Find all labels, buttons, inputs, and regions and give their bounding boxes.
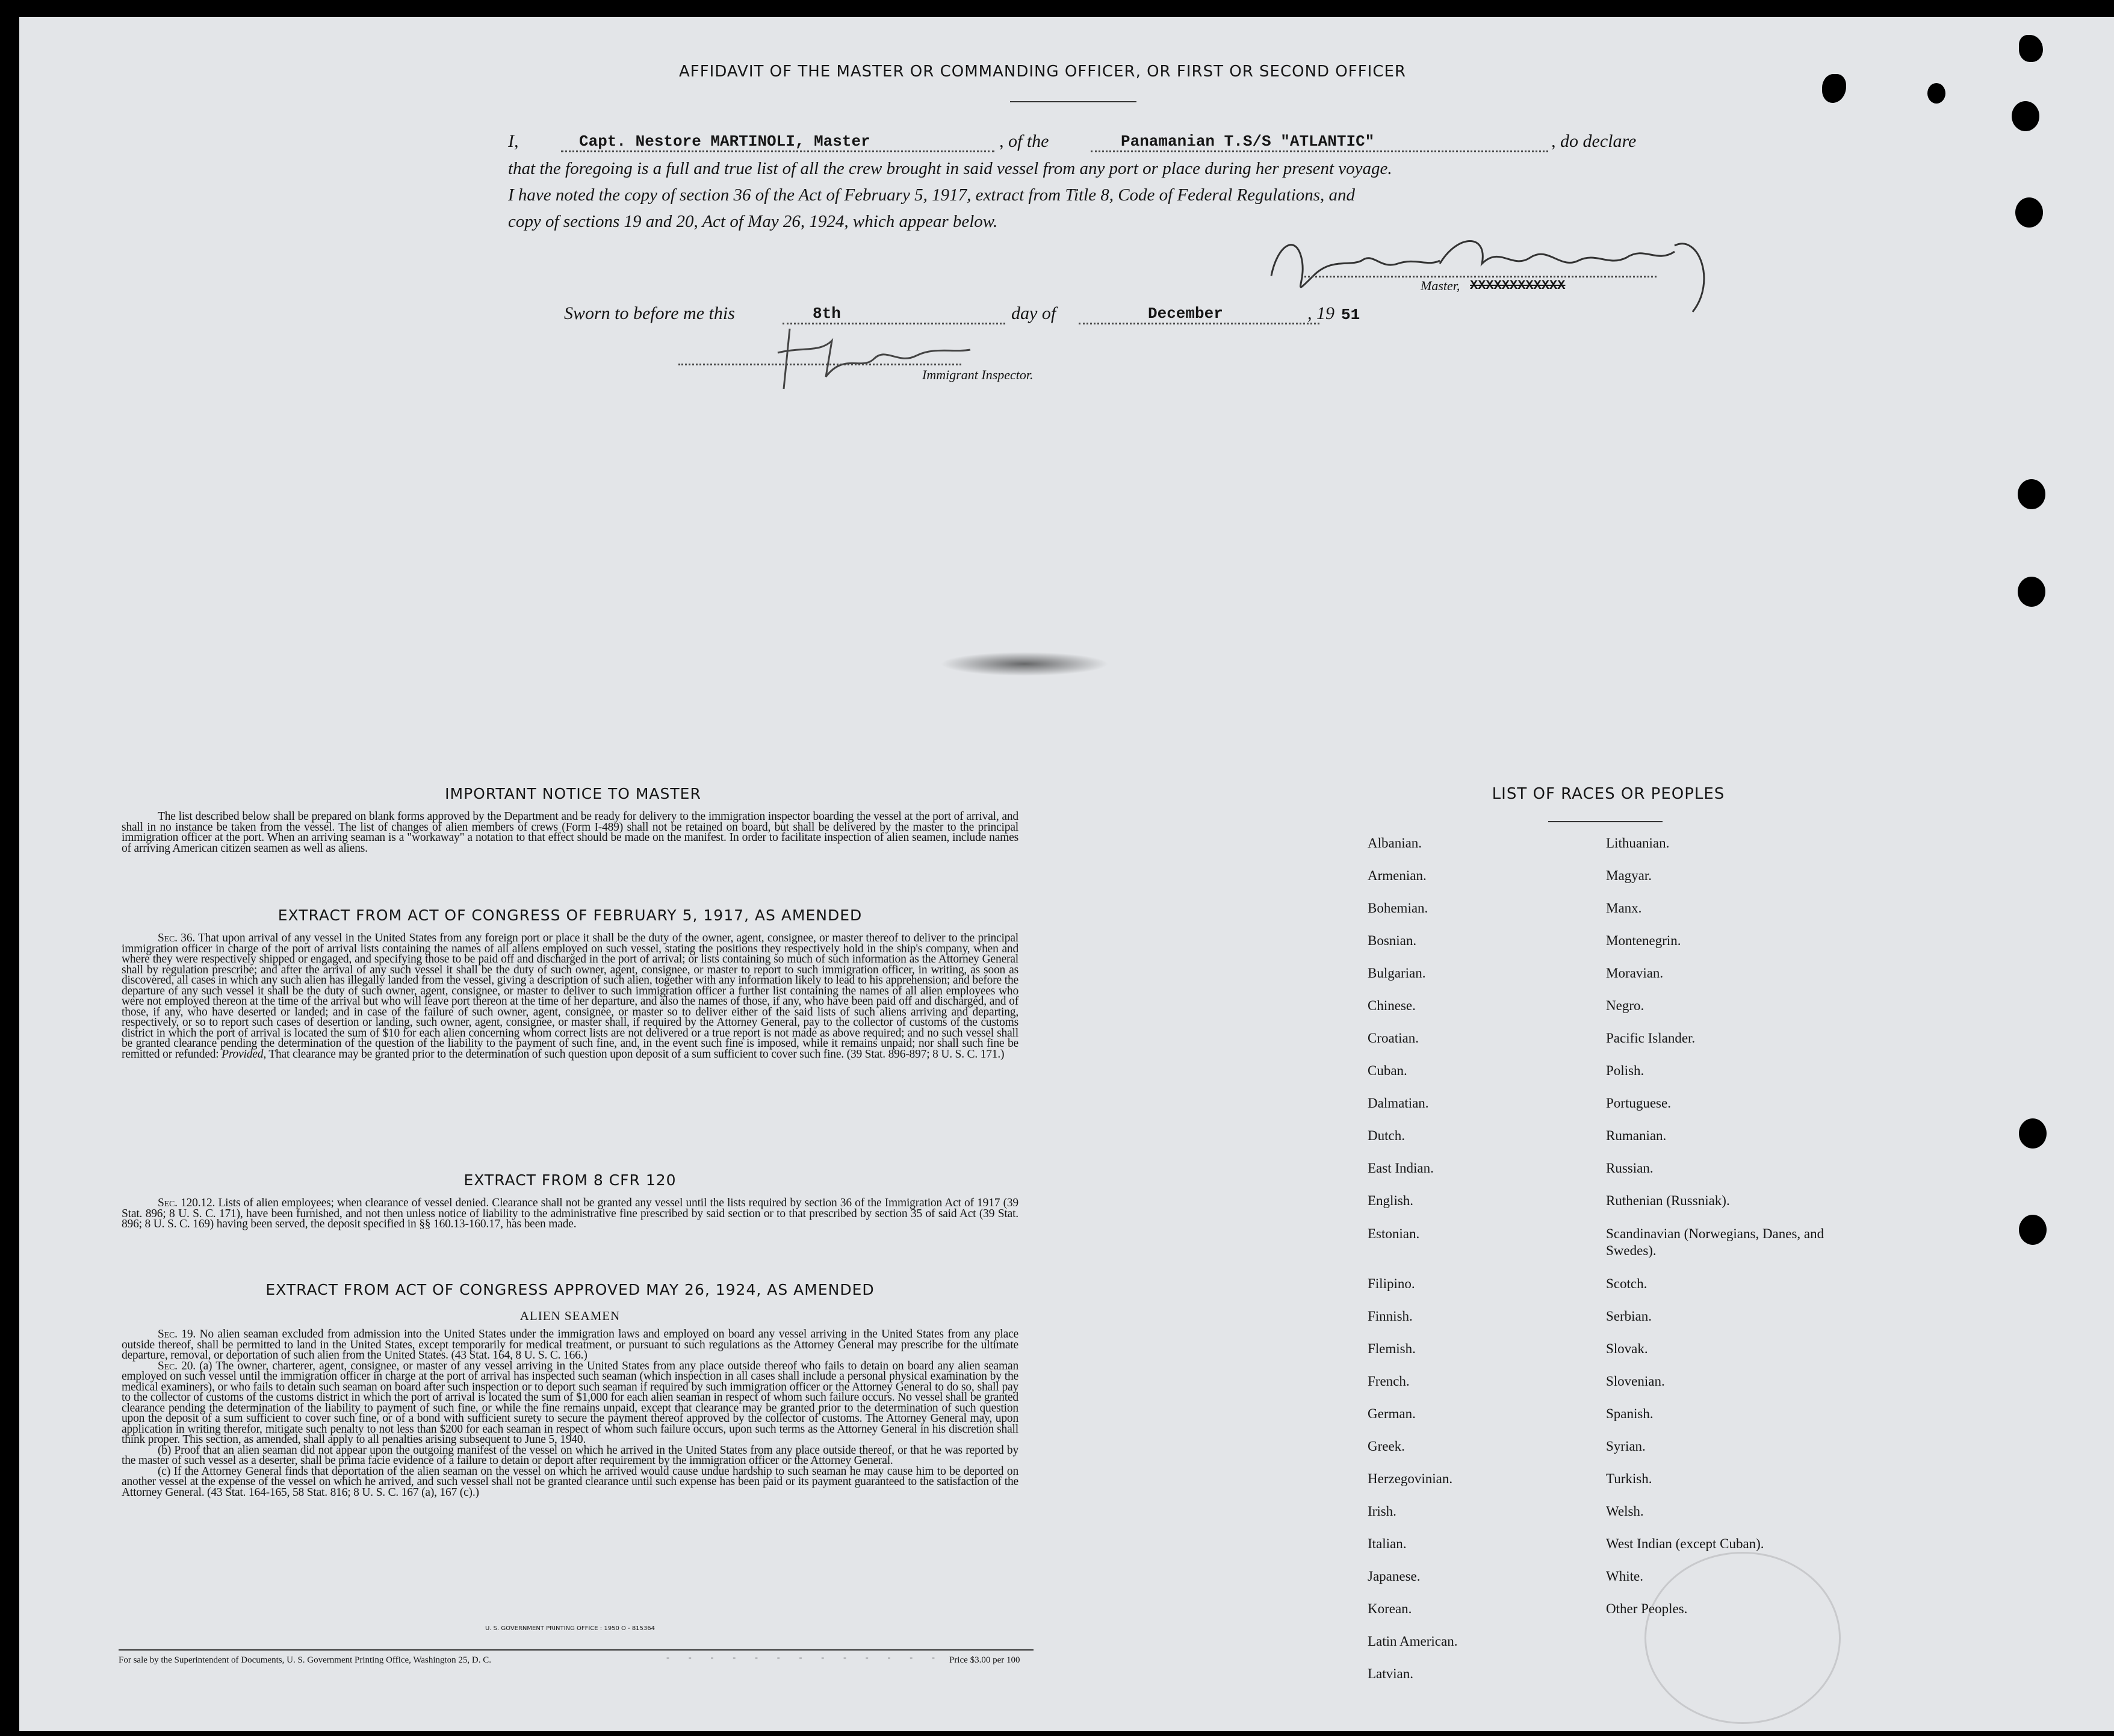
race-item: Dutch.	[1368, 1128, 1405, 1143]
race-item: Welsh.	[1606, 1504, 1644, 1519]
provided-word: Provided,	[222, 1047, 267, 1061]
race-item: Estonian.	[1368, 1226, 1420, 1241]
race-item: English.	[1368, 1193, 1414, 1208]
affidavit-title: AFFIDAVIT OF THE MASTER OR COMMANDING OFFICER, OR FIRST OR SECOND OFFICER	[678, 63, 1406, 81]
race-item: Scotch.	[1606, 1276, 1647, 1291]
name-field-line	[561, 150, 994, 152]
sworn-month-value: December	[1148, 305, 1223, 323]
race-item: Scandinavian (Norwegians, Danes, and Swedes).	[1606, 1226, 1824, 1258]
master-caption: Master,	[1421, 278, 1460, 293]
race-item: Japanese.	[1368, 1569, 1421, 1584]
sworn-day-value: 8th	[813, 305, 841, 323]
race-item: Manx.	[1606, 901, 1642, 916]
month-field-line	[1079, 323, 1319, 324]
extract-1924-text	[122, 1329, 1018, 1498]
race-item: Polish.	[1606, 1063, 1644, 1078]
gpo-imprint: U. S. GOVERNMENT PRINTING OFFICE : 1950 O - 815364	[485, 1625, 655, 1632]
punch-hole	[2012, 101, 2039, 131]
race-item: Rumanian.	[1606, 1128, 1667, 1143]
section-19-body: No alien seaman excluded from admission into the United States under the immigration laws and employed on board any vessel arriving in the United States from any place outside thereof, shall be permitted to land in the United States, except temporarily for medical treatment, or pursuant to such regulations as the Attorney General may prescribe for the ultimate departure, removal, or deportation of such alien from the United States. (43 Stat. 164, 8 U. S. C. 166.)	[122, 1328, 1018, 1362]
section-19	[122, 1329, 1018, 1361]
edge-tear	[2019, 35, 2043, 62]
race-item: East Indian.	[1368, 1161, 1434, 1176]
vessel-field-line	[1091, 150, 1548, 152]
extract-cfr-title: EXTRACT FROM 8 CFR 120	[463, 1171, 677, 1189]
of-the-label: , of the	[999, 131, 1049, 151]
received-stamp	[1644, 1552, 1841, 1724]
section-20a	[122, 1361, 1018, 1445]
footer-sale-text: For sale by the Superintendent of Documents, U. S. Government Printing Office, Washington 25, D. C.	[119, 1655, 491, 1665]
race-item: Russian.	[1606, 1161, 1654, 1176]
race-item: Finnish.	[1368, 1309, 1413, 1324]
ink-smudge	[940, 652, 1109, 676]
race-item: Latin American.	[1368, 1634, 1458, 1649]
race-item: Montenegrin.	[1606, 933, 1681, 948]
sworn-label: Sworn to before me this	[564, 303, 735, 323]
race-item: Serbian.	[1606, 1309, 1652, 1324]
race-item: Slovenian.	[1606, 1374, 1665, 1389]
notice-title: IMPORTANT NOTICE TO MASTER	[445, 785, 701, 802]
race-item: Korean.	[1368, 1601, 1412, 1616]
race-item: Lithuanian.	[1606, 835, 1670, 851]
race-item: French.	[1368, 1374, 1410, 1389]
race-item: Bohemian.	[1368, 901, 1428, 916]
document-page	[19, 17, 2114, 1731]
section-120-label: Sec. 120.12.	[158, 1197, 215, 1209]
section-36-end: That clearance may be granted prior to the determination of such question upon deposit of a sum sufficient to cover such fine. (39 Stat. 896-897; 8 U. S. C. 171.)	[268, 1047, 1005, 1061]
edge-tear	[1822, 74, 1846, 103]
races-title: LIST OF RACES OR PEOPLES	[1492, 785, 1725, 803]
section-20c: (c) If the Attorney General finds that deportation of the alien seaman on the vessel on which he arrived would cause undue hardship to such seaman he may cause him to be deported on another vessel at the expense of the vessel on which he arrived, and such vessel shall not be granted clearance until such expense has been paid or its payment guaranteed to the satisfaction of the Attorney General. (43 Stat. 164-165, 58 Stat. 816; 8 U. S. C. 167 (a), 167 (c).)	[122, 1465, 1018, 1499]
master-signature-line	[1301, 276, 1657, 277]
master-name-value: Capt. Nestore MARTINOLI, Master	[579, 132, 870, 150]
race-item: Chinese.	[1368, 998, 1416, 1013]
day-of-label: day of	[1011, 303, 1056, 323]
extract-1917-text	[122, 933, 1018, 1059]
race-item: Ruthenian (Russniak).	[1606, 1193, 1730, 1208]
title-underline	[1010, 101, 1136, 102]
race-item: Syrian.	[1606, 1439, 1646, 1454]
extract-1917-title: EXTRACT FROM ACT OF CONGRESS OF FEBRUARY 5, 1917, AS AMENDED	[277, 907, 863, 924]
race-item: Turkish.	[1606, 1471, 1652, 1486]
race-item: German.	[1368, 1406, 1416, 1421]
race-item: Albanian.	[1368, 835, 1422, 851]
race-item: Negro.	[1606, 998, 1644, 1013]
punch-hole	[2018, 577, 2045, 607]
race-item: West Indian (except Cuban).	[1606, 1536, 1764, 1551]
race-item: Dalmatian.	[1368, 1096, 1429, 1111]
race-item: Pacific Islander.	[1606, 1031, 1696, 1046]
inspector-signature-line	[678, 364, 961, 365]
notice-text: The list described below shall be prepared on blank forms approved by the Department and be ready for delivery to the immigration inspector boarding the vessel at the port of arrival, and shall in no instance be taken from the vessel. The list of changes of alien members of crews (Form I-489) shall not be retained on board, but shall be delivered by the master to the principal immigration officer at the port. When an arriving seaman is a "workaway" a notation to that effect should be made on the manifest. In order to facilitate inspection of alien seamen, include names of arriving American citizen seamen as well as aliens.	[122, 810, 1018, 855]
race-item: Italian.	[1368, 1536, 1407, 1551]
footer-rule	[119, 1649, 1034, 1651]
race-item: Latvian.	[1368, 1666, 1413, 1681]
race-item: Spanish.	[1606, 1406, 1654, 1421]
race-item: Armenian.	[1368, 868, 1427, 883]
race-item: Magyar.	[1606, 868, 1652, 883]
footer-price: Price $3.00 per 100	[949, 1655, 1020, 1665]
race-item: Portuguese.	[1606, 1096, 1671, 1111]
section-36-body: That upon arrival of any vessel in the United States from any foreign port or place it shall be the duty of the owner, agent, consignee, or master thereof to deliver to the principal immigration officer in charge of the port of arrival lists containing the names of all aliens employed on such vessel, stating the positions they respectively hold in the ship's company, when and where they were respectively shipped or engaged, and specifying those to be paid off and discharged in the port of arrival; or lists containing so much of such information as the Attorney General shall by regulation prescribe; and after the arrival of any such vessel it shall be the duty of such owner, agent, consignee, or master to report to such immigration officer, in writing, as soon as discovered, all cases in which any such alien has illegally landed from the vessel, giving a description of such alien, together with any information likely to lead to his apprehension; and before the departure of any such vessel it shall be the duty of such owner, agent, consignee, or master to deliver to such immigration officer a further list containing the names of all alien employees who were not employed thereon at the time of the arrival but who will leave port thereon at the time of her departure, and also the names of those, if any, who have been paid off and discharged, and of those, if any, who have deserted or landed; and in case of the failure of such owner, agent, consignee, or master so to deliver either of the said lists of such aliens arriving and departing, respectively, or so to report such cases of desertion or landing, such owner, agent, consignee, or master shall, if required by the Attorney General, pay to the collector of customs of the customs district in which the port of arrival is located the sum of $10 for each alien concerning whom correct lists are not delivered or a true report is not made as above required; and no such vessel shall be granted clearance pending the determination of the question of the liability to the payment of such fine, and, in the event such fine is imposed, while it remains unpaid; nor shall such fine be remitted or refunded:	[122, 932, 1019, 1061]
race-item: Croatian.	[1368, 1031, 1419, 1046]
races-title-underline	[1548, 821, 1663, 822]
race-item: Herzegovinian.	[1368, 1471, 1453, 1486]
vessel-value: Panamanian T.S/S "ATLANTIC"	[1121, 132, 1375, 150]
race-item: Irish.	[1368, 1504, 1396, 1519]
punch-hole	[2015, 197, 2043, 228]
section-20-label: Sec. 20.	[158, 1359, 196, 1372]
section-120-body: Lists of alien employees; when clearance of vessel denied. Clearance shall not be granted any vessel until the lists required by section 36 of the Immigration Act of 1917 (39 Stat. 896; 8 U. S. C. 171), have been furnished, and not then unless notice of liability to the administrative fine prescribed by said section or to that prescribed by section 35 of said Act (39 Stat. 896; 8 U. S. C. 169) having been served, the deposit specified in §§ 160.13-160.17, has been made.	[122, 1197, 1018, 1230]
alien-seamen-subtitle: ALIEN SEAMEN	[519, 1309, 621, 1323]
affidavit-line-2: that the foregoing is a full and true list of all the crew brought in said vessel from any port or place during her present voyage.	[508, 159, 1392, 178]
inspector-signature	[766, 317, 994, 395]
race-item: Bosnian.	[1368, 933, 1417, 948]
race-item: Filipino.	[1368, 1276, 1415, 1291]
do-declare-label: , do declare	[1551, 131, 1637, 151]
year-suffix-value: 51	[1341, 306, 1360, 324]
race-item: Greek.	[1368, 1439, 1405, 1454]
race-item: Bulgarian.	[1368, 966, 1426, 981]
section-20a-body: (a) The owner, charterer, agent, consignee, or master of any vessel arriving in the United States from any place outside thereof who fails to detain on board any alien seaman employed on such vessel until the immigration officer in charge at the port of arrival has inspected such seaman (which inspection in all cases shall include a personal physical examination by the medical examiners), or who fails to detain such seaman on board after such inspection or to deport such seaman if required by such immigration officer or the Attorney General to do so, shall pay to the collector of customs of the customs district in which the port of arrival is located the sum of $1,000 for each alien seaman in respect of whom such failure occurs. No vessel shall be granted clearance pending the determination of the liability to payment of such fine, or while the fine remains unpaid, except that clearance may be granted prior to the determination of such question upon the deposit of a sum sufficient to cover such fine, or of a bond with sufficient surety to secure the payment thereof approved by the collector of customs. The Attorney General may, upon application in writing therefor, mitigate such penalty to not less than $200 for each seaman in respect of whom such failure occurs, upon such terms as the Attorney General in his discretion shall think proper. This section, as amended, shall apply to all penalties arising subsequent to June 5, 1940.	[122, 1359, 1018, 1446]
race-item: Cuban.	[1368, 1063, 1407, 1078]
race-item: Flemish.	[1368, 1341, 1416, 1356]
race-item: Other Peoples.	[1606, 1601, 1688, 1616]
master-struck-title: XXXXXXXXXXXX	[1470, 278, 1566, 293]
punch-hole	[2019, 1118, 2047, 1149]
punch-hole	[2019, 1215, 2047, 1245]
section-20b: (b) Proof that an alien seaman did not appear upon the outgoing manifest of the vessel on which he arrived in the United States from any place outside thereof, or that he was reported by the master of such vessel as a deserter, shall be prima facie evidence of a failure to detain or deport after requirement by the immigration officer or the Attorney General.	[122, 1443, 1018, 1467]
section-19-label: Sec. 19.	[158, 1328, 196, 1341]
affidavit-i: I,	[508, 131, 519, 151]
footer-dashes: - - - - - - - - - - - - -	[666, 1653, 943, 1663]
affidavit-line-4: copy of sections 19 and 20, Act of May 26, 1924, which appear below.	[508, 212, 998, 231]
extract-cfr-text	[122, 1198, 1018, 1230]
punch-hole	[2018, 479, 2045, 509]
affidavit-line-3: I have noted the copy of section 36 of the Act of February 5, 1917, extract from Title 8, Code of Federal Regulations, and	[508, 185, 1356, 205]
edge-tear	[1927, 83, 1945, 104]
inspector-caption: Immigrant Inspector.	[922, 367, 1034, 382]
race-item: Moravian.	[1606, 966, 1664, 981]
race-item: Slovak.	[1606, 1341, 1648, 1356]
race-item: White.	[1606, 1569, 1643, 1584]
year-prefix: , 19	[1307, 303, 1334, 323]
section-36-label: Sec. 36.	[158, 932, 195, 944]
extract-1924-title: EXTRACT FROM ACT OF CONGRESS APPROVED MAY 26, 1924, AS AMENDED	[265, 1281, 875, 1298]
